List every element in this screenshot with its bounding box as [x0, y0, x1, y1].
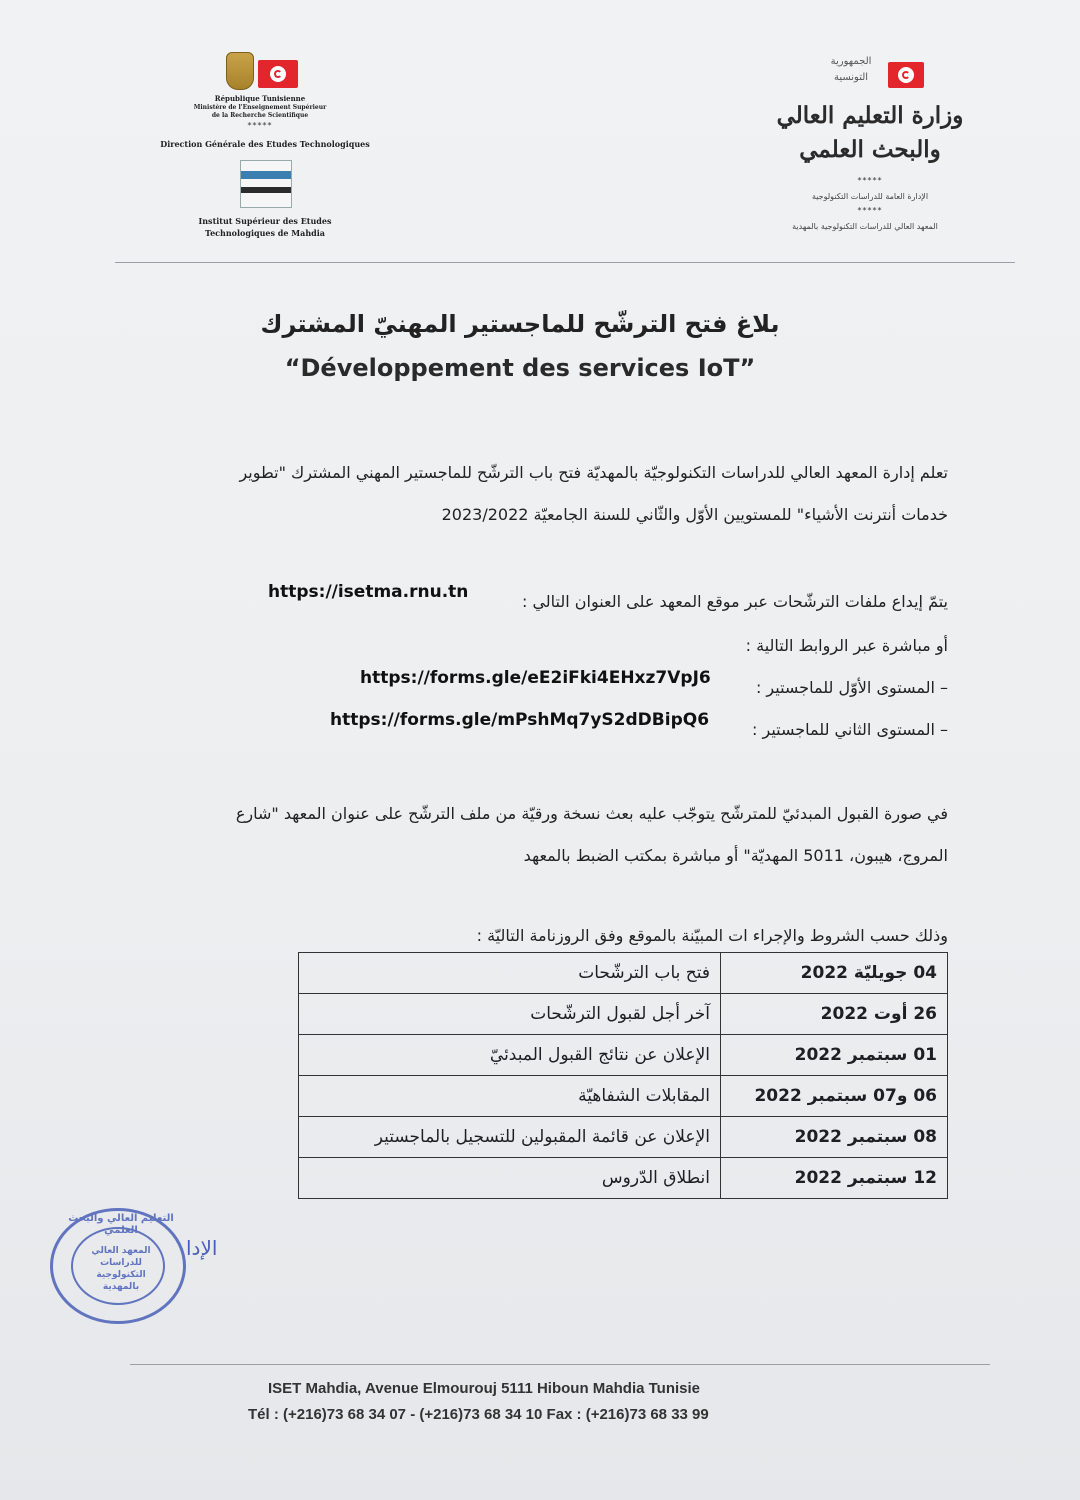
schedule-row — [299, 994, 948, 1035]
header-left-direction: Direction Générale des Etudes Technologiques — [160, 139, 370, 149]
header-right-republic-2: التونسية — [833, 72, 869, 83]
acceptance-line-2: المروج، هيبون، 5011 المهديّة" أو مباشرة بمكتب الضبط بالمعهد — [523, 846, 948, 865]
stamp-outer-text: التعليم العالي والبحث العلمي — [68, 1213, 174, 1236]
tunisia-flag-icon-right — [888, 62, 924, 88]
schedule-row — [299, 1117, 948, 1158]
level1-form-link[interactable]: https://forms.gle/eE2iFki4EHxz7VpJ6 — [360, 668, 711, 688]
schedule-row — [299, 1158, 948, 1199]
stamp-inner-text: المعهد العالي للدراسات التكنولوجية بالمهدية — [91, 1246, 151, 1292]
submission-line-1: يتمّ إيداع ملفات الترشّحات عبر موقع المعهد على العنوان التالي : — [521, 592, 948, 611]
header-right-stars-1: ***** — [857, 176, 883, 185]
header-right-republic-1: الجمهورية — [830, 56, 872, 67]
intro-line-2: خدمات أنترنت الأشياء" للمستويين الأوّل والثّاني للسنة الجامعيّة 2023/2022 — [441, 505, 948, 524]
title-french: “Développement des services IoT” — [284, 354, 756, 382]
official-stamp-icon — [50, 1208, 186, 1324]
schedule-intro: وذلك حسب الشروط والإجراء ات المبيّنة بالموقع وفق الروزنامة التاليّة : — [476, 926, 948, 945]
schedule-date: 12 سبتمبر 2022 — [721, 1158, 948, 1199]
header-left-republic: République Tunisienne — [214, 94, 306, 103]
schedule-table — [298, 952, 948, 1199]
schedule-row — [299, 953, 948, 994]
schedule-event: فتح باب الترشّحات — [299, 953, 721, 994]
level1-label: – المستوى الأوّل للماجستير : — [755, 678, 948, 697]
acceptance-line-1: في صورة القبول المبدئيّ للمترشّح يتوجّب عليه بعث نسخة ورقيّة من ملف الترشّح على عنوان المعهد "شارع — [235, 804, 948, 823]
footer-address: ISET Mahdia, Avenue Elmourouj 5111 Hiboun Mahdia Tunisie — [268, 1380, 701, 1397]
header-left-institute-1: Institut Supérieur des Etudes — [198, 216, 332, 226]
header-right-stars-2: ***** — [857, 206, 883, 215]
site-url-link[interactable]: https://isetma.rnu.tn — [268, 582, 469, 602]
level2-form-link[interactable]: https://forms.gle/mPshMq7yS2dDBipQ6 — [330, 710, 710, 730]
schedule-date: 01 سبتمبر 2022 — [721, 1035, 948, 1076]
header-divider — [115, 262, 1015, 263]
header-left-institute-2: Technologiques de Mahdia — [205, 228, 325, 238]
footer-divider — [130, 1364, 990, 1365]
schedule-event: انطلاق الدّروس — [299, 1158, 721, 1199]
title-arabic: بلاغ فتح الترشّح للماجستير المهنيّ المشترك — [260, 310, 780, 338]
level2-label: – المستوى الثاني للماجستير : — [752, 720, 948, 739]
coat-of-arms-icon — [226, 52, 254, 90]
intro-line-1: تعلم إدارة المعهد العالي للدراسات التكنولوجيّة بالمهديّة فتح باب الترشّح للماجستير المهني المشترك "تطوير — [239, 463, 948, 482]
iset-logo-icon — [240, 160, 292, 208]
schedule-row — [299, 1076, 948, 1117]
header-right-ministry-2: والبحث العلمي — [799, 136, 941, 163]
schedule-row — [299, 1035, 948, 1076]
signature-label: الإدا — [186, 1236, 218, 1260]
schedule-date: 26 أوت 2022 — [721, 994, 948, 1035]
schedule-event: الإعلان عن قائمة المقبولين للتسجيل بالماجستير — [299, 1117, 721, 1158]
header-left-ministry-1: Ministère de l'Enseignement Supérieur — [193, 104, 327, 111]
submission-line-2: أو مباشرة عبر الروابط التالية : — [745, 636, 948, 655]
header-left-stars: ***** — [247, 121, 273, 130]
header-right-ministry-1: وزارة التعليم العالي — [776, 102, 964, 129]
header-right-institute: المعهد العالي للدراسات التكنولوجية بالمهدية — [792, 222, 938, 231]
schedule-event: المقابلات الشفاهيّة — [299, 1076, 721, 1117]
schedule-date: 04 جويليّة 2022 — [721, 953, 948, 994]
schedule-date: 08 سبتمبر 2022 — [721, 1117, 948, 1158]
tunisia-flag-icon — [258, 60, 298, 88]
header-left-ministry-2: de la Recherche Scientifique — [211, 112, 309, 119]
header-right-direction: الإدارة العامة للدراسات التكنولوجية — [811, 192, 929, 201]
schedule-date: 06 و07 سبتمبر 2022 — [721, 1076, 948, 1117]
schedule-event: الإعلان عن نتائج القبول المبدئيّ — [299, 1035, 721, 1076]
footer-phones: Tél : (+216)73 68 34 07 - (+216)73 68 34 10 Fax : (+216)73 68 33 99 — [248, 1406, 709, 1423]
schedule-event: آخر أجل لقبول الترشّحات — [299, 994, 721, 1035]
